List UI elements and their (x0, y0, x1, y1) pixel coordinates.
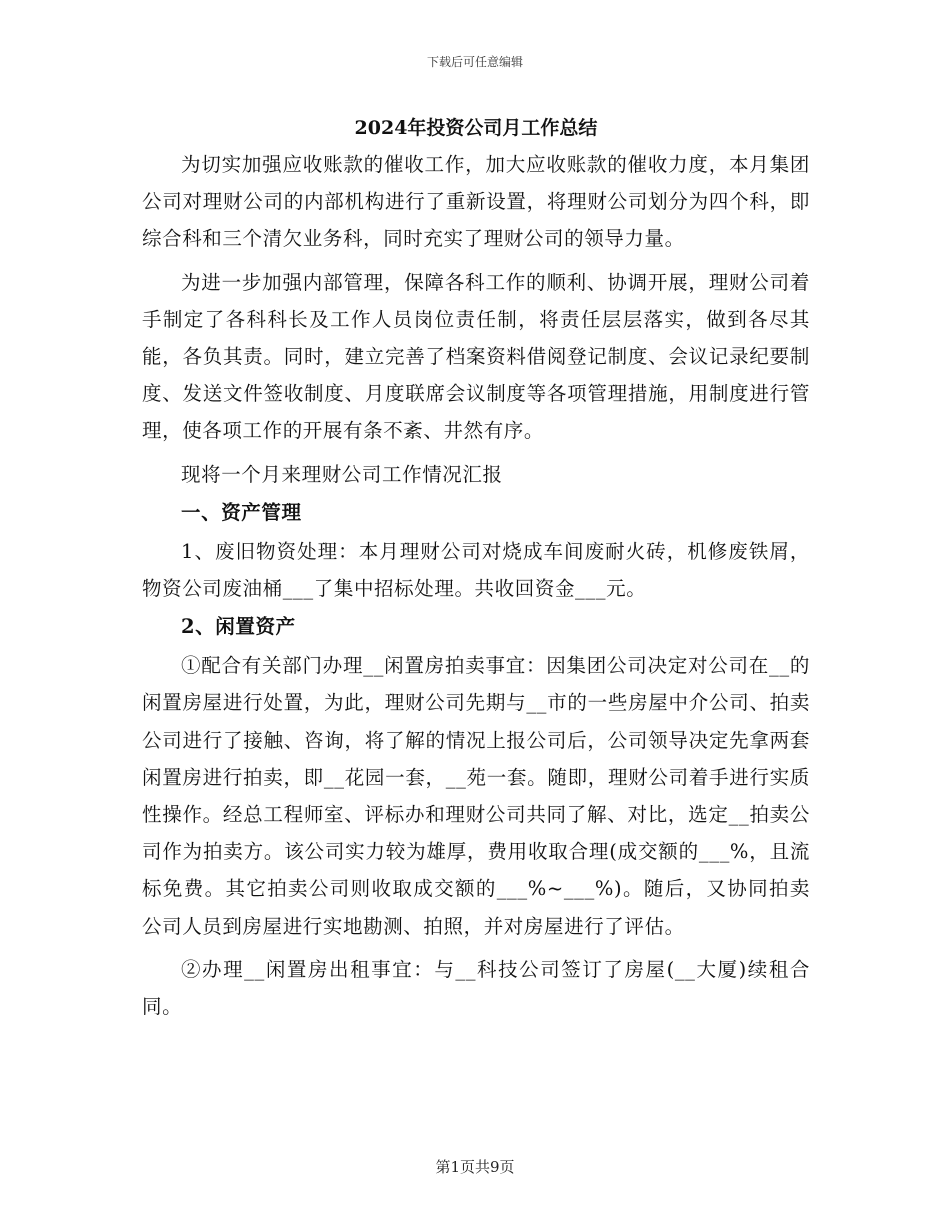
document-body (142, 110, 810, 1025)
item-idle-assets-heading: 2、闲置资产 (181, 615, 296, 639)
item-waste-materials: 1、废旧物资处理：本月理财公司对烧成车间废耐火砖，机修废铁屑，物资公司废油桶___了集中招标处理。共收回资金___元。 (142, 539, 810, 601)
header-note: 下载后可任意编辑 (426, 55, 523, 69)
paragraph-management: 为进一步加强内部管理，保障各科工作的顺利、协调开展，理财公司着手制定了各科科长及工作人员岗位责任制，将责任层层落实，做到各尽其能，各负其责。同时，建立完善了档案资料借阅登记制度、会议记录纪要制度、发送文件签收制度、月度联席会议制度等各项管理措施，用制度进行管理，使各项工作的开展有条不紊、井然有序。 (142, 270, 810, 443)
paragraph-report-intro: 现将一个月来理财公司工作情况汇报 (181, 462, 503, 486)
paragraph-intro: 为切实加强应收账款的催收工作，加大应收账款的催收力度，本月集团公司对理财公司的内部机构进行了重新设置，将理财公司划分为四个科，即综合科和三个清欠业务科，同时充实了理财公司的领导力量。 (142, 153, 810, 251)
document-title: 2024年投资公司月工作总结 (354, 117, 598, 139)
section-heading-asset-management: 一、资产管理 (181, 500, 302, 524)
item-idle-assets-auction: ①配合有关部门办理__闲置房拍卖事宜：因集团公司决定对公司在__的闲置房屋进行处置，为此，理财公司先期与__市的一些房屋中介公司、拍卖公司进行了接触、咨询，将了解的情况上报公司后，公司领导决定先拿两套闲置房进行拍卖，即__花园一套，__苑一套。随即，理财公司着手进行实质性操作。经总工程师室、评标办和理财公司共同了解、对比，选定__拍卖公司作为拍卖方。该公司实力较为雄厚，费用收取合理(成交额的___%，且流标免费。其它拍卖公司则收取成交额的___%~___%)。随后，又协同拍卖公司人员到房屋进行实地勘测、拍照，并对房屋进行了评估。 (142, 654, 810, 938)
item-idle-assets-rental: ②办理__闲置房出租事宜：与__科技公司签订了房屋(__大厦)续租合同。 (142, 957, 810, 1019)
page-number: 第1页共9页 (435, 1158, 515, 1176)
